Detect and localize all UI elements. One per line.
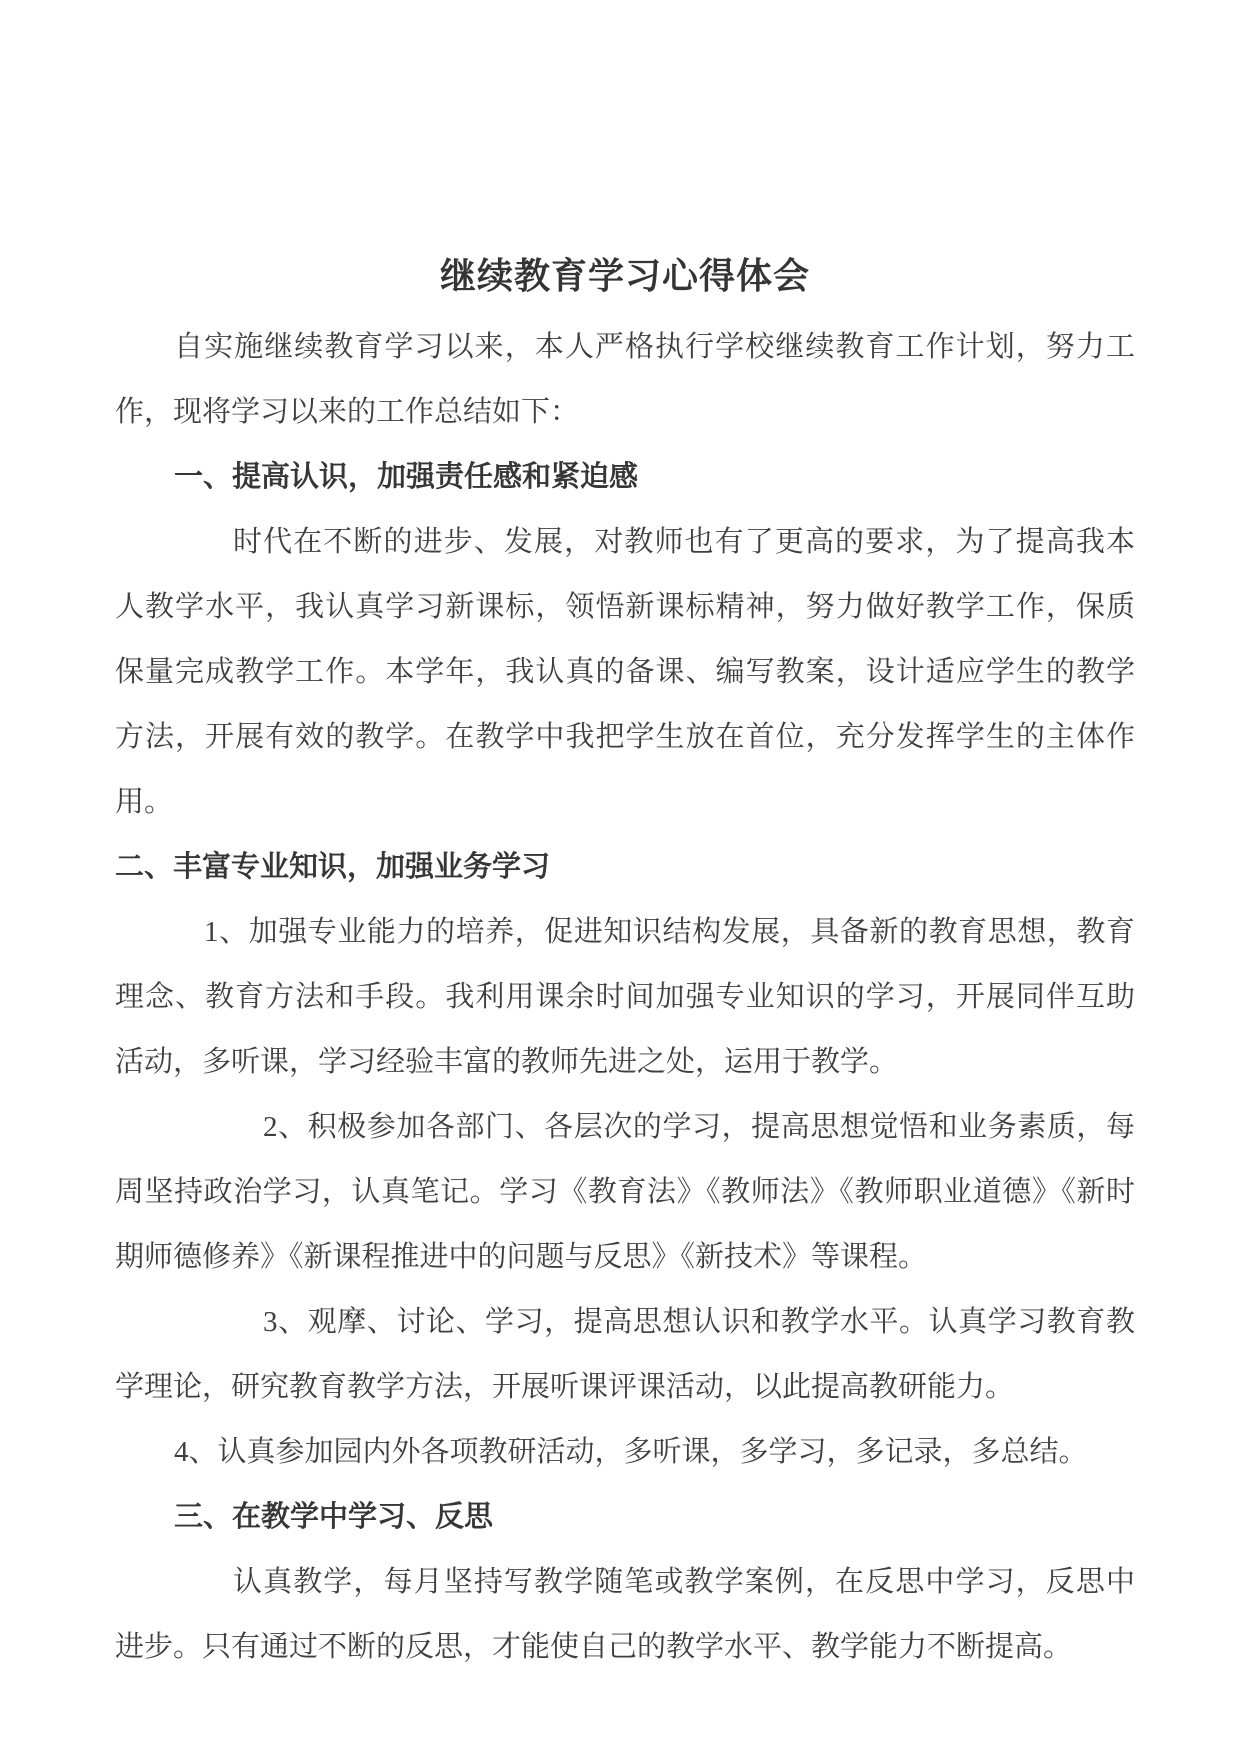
text-line: 期师德修养》《新课程推进中的问题与反思》《新技术》等课程。 [115,1241,928,1273]
text-line: 时代在不断的进步、发展，对教师也有了更高的要求，为了提高我本 [233,526,1135,558]
text-line: 人教学水平，我认真学习新课标，领悟新课标精神，努力做好教学工作，保质 [115,591,1135,623]
text-line: 4、认真参加园内外各项教研活动，多听课，多学习，多记录，多总结。 [174,1436,1088,1468]
document-title: 继续教育学习心得体会 [439,256,810,296]
text-line: 1、加强专业能力的培养，促进知识结构发展，具备新的教育思想，教育 [204,916,1135,948]
text-line: 3、观摩、讨论、学习，提高思想认识和教学水平。认真学习教育教 [263,1306,1135,1338]
document-lines [115,315,1135,1680]
text-line: 学理论，研究教育教学方法，开展听课评课活动，以此提高教研能力。 [115,1371,1015,1403]
text-line: 认真教学，每月坚持写教学随笔或教学案例，在反思中学习，反思中 [233,1566,1135,1598]
text-line: 活动，多听课，学习经验丰富的教师先进之处，运用于教学。 [115,1046,899,1078]
section-heading-line: 一、提高认识，加强责任感和紧迫感 [174,461,639,493]
text-line: 用。 [115,786,174,818]
text-line: 进步。只有通过不断的反思，才能使自己的教学水平、教学能力不断提高。 [115,1631,1073,1663]
text-line: 周坚持政治学习，认真笔记。学习《教育法》《教师法》《教师职业道德》《新时 [115,1176,1135,1208]
text-line: 保量完成教学工作。本学年，我认真的备课、编写教案，设计适应学生的教学 [115,656,1135,688]
text-line: 理念、教育方法和手段。我利用课余时间加强专业知识的学习，开展同伴互助 [115,981,1135,1013]
section-heading-line: 三、在教学中学习、反思 [174,1501,494,1533]
text-line: 方法，开展有效的教学。在教学中我把学生放在首位，充分发挥学生的主体作 [115,721,1135,753]
text-line: 作，现将学习以来的工作总结如下： [115,396,580,428]
section-heading-line: 二、丰富专业知识，加强业务学习 [115,851,551,883]
text-line: 自实施继续教育学习以来，本人严格执行学校继续教育工作计划，努力工 [174,331,1135,363]
text-line: 2、积极参加各部门、各层次的学习，提高思想觉悟和业务素质，每 [263,1111,1135,1143]
